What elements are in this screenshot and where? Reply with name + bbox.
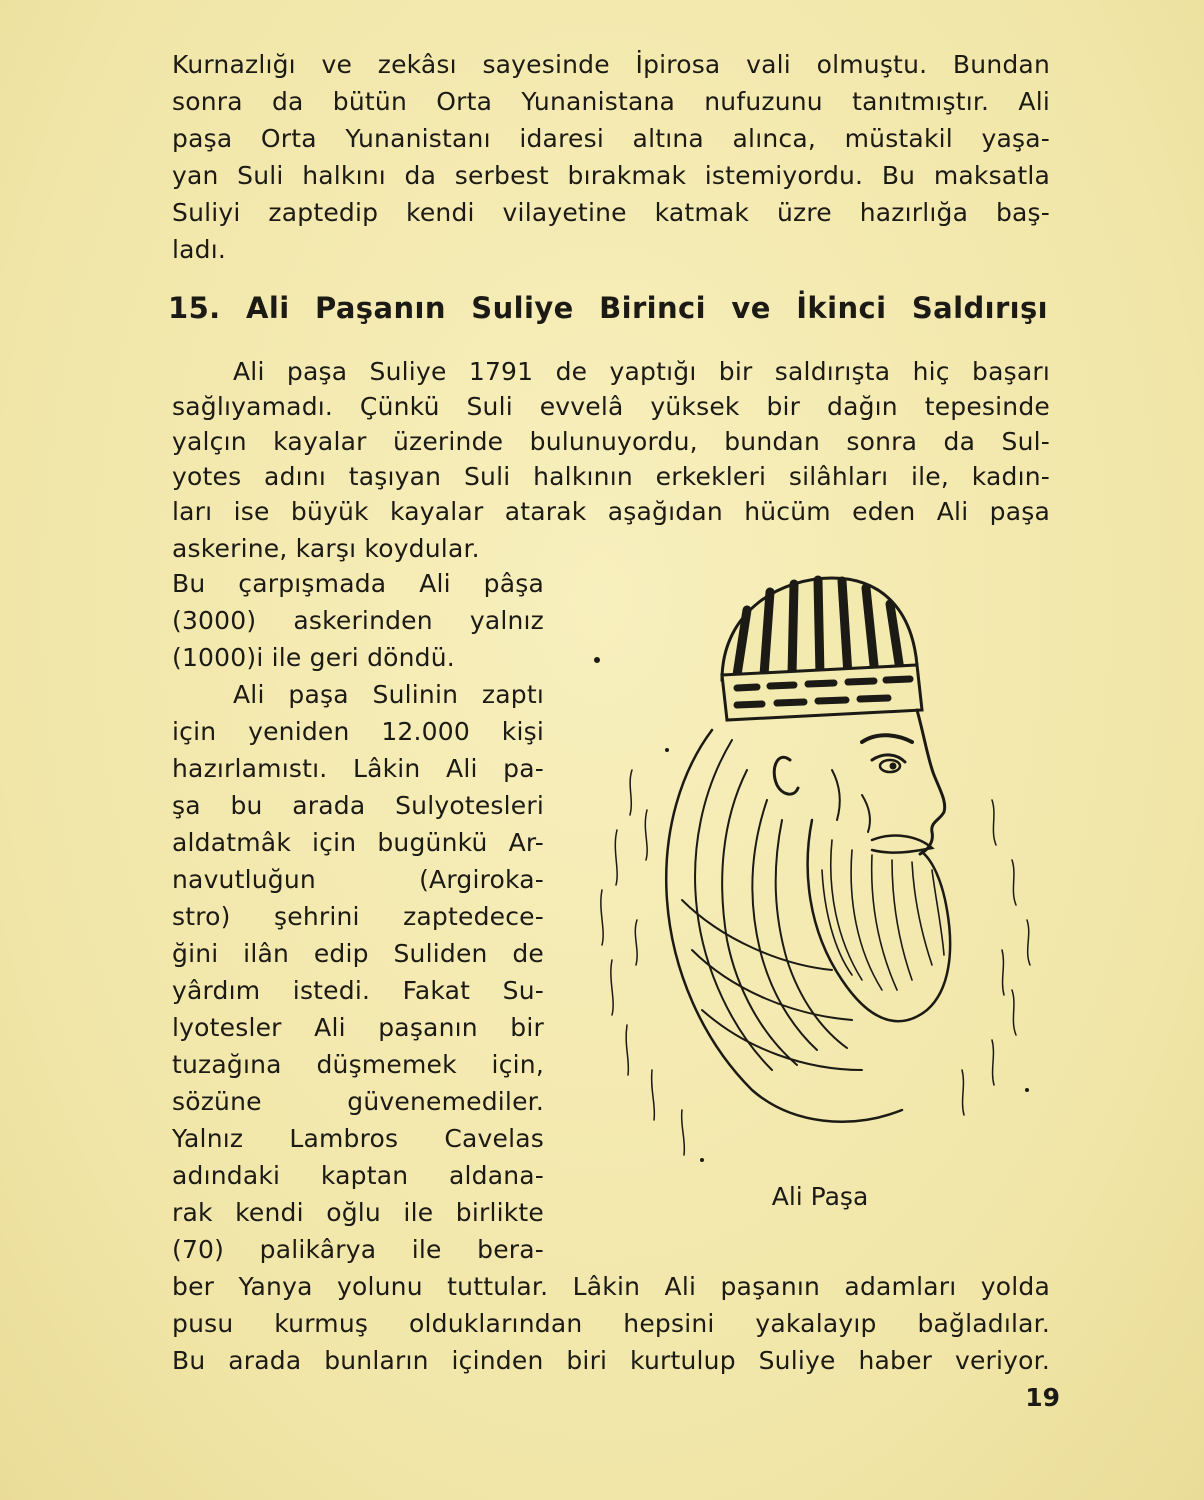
paragraph-line: sağlıyamadı. Çünkü Suli evvelâ yüksek bir dağın tepesinde: [172, 392, 1050, 421]
intro-line: Kurnazlığı ve zekâsı sayesinde İpirosa vali olmuştu. Bundan: [172, 50, 1050, 79]
paragraph-line: rak kendi oğlu ile birlikte: [172, 1198, 544, 1227]
figure-caption: Ali Paşa: [771, 1182, 869, 1211]
paragraph-line: Yalnız Lambros Cavelas: [172, 1124, 544, 1153]
page-number: 19: [1025, 1383, 1060, 1412]
intro-line: Suliyi zaptedip kendi vilayetine katmak üzre hazırlığa baş-: [172, 198, 1050, 227]
paragraph-line: için yeniden 12.000 kişi: [172, 717, 544, 746]
paragraph-line: yârdım istedi. Fakat Su-: [172, 976, 544, 1005]
paragraph-line: şa bu arada Sulyotesleri: [172, 791, 544, 820]
paragraph-line: tuzağına düşmemek için,: [172, 1050, 544, 1079]
intro-line: paşa Orta Yunanistanı idaresi altına alınca, müstakil yaşa-: [172, 124, 1050, 153]
paragraph-line: ları ise büyük kayalar atarak aşağıdan hücüm eden Ali paşa: [172, 497, 1050, 526]
paragraph-line: Ali paşa Sulinin zaptı: [233, 680, 544, 709]
paragraph-line: aldatmâk için bugünkü Ar-: [172, 828, 544, 857]
paragraph-line: ğini ilân edip Suliden de: [172, 939, 544, 968]
paragraph-line: ber Yanya yolunu tuttular. Lâkin Ali paşanın adamları yolda: [172, 1272, 1050, 1301]
intro-line: sonra da bütün Orta Yunanistana nufuzunu tanıtmıştır. Ali: [172, 87, 1050, 116]
portrait-illustration: [572, 570, 1052, 1170]
intro-line: yan Suli halkını da serbest bırakmak istemiyordu. Bu maksatla: [172, 161, 1050, 190]
paragraph-line: (70) palikârya ile bera-: [172, 1235, 544, 1264]
paragraph-line: pusu kurmuş olduklarından hepsini yakalayıp bağladılar.: [172, 1309, 1050, 1338]
paragraph-line: adındaki kaptan aldana-: [172, 1161, 544, 1190]
paragraph-line: stro) şehrini zaptedece-: [172, 902, 544, 931]
paragraph-line: yotes adını taşıyan Suli halkının erkekleri silâhları ile, kadın-: [172, 462, 1050, 491]
paragraph-line: askerine, karşı koydular.: [172, 534, 480, 563]
paragraph-line: (1000)i ile geri döndü.: [172, 643, 455, 672]
paragraph-line: yalçın kayalar üzerinde bulunuyordu, bundan sonra da Sul-: [172, 427, 1050, 456]
paragraph-line: navutluğun (Argiroka-: [172, 865, 544, 894]
paragraph-line: (3000) askerinden yalnız: [172, 606, 544, 635]
paragraph-line: Ali paşa Suliye 1791 de yaptığı bir saldırışta hiç başarı: [233, 357, 1050, 386]
paragraph-line: hazırlamıstı. Lâkin Ali pa-: [172, 754, 544, 783]
intro-line: ladı.: [172, 235, 227, 264]
paragraph-line: sözüne güvenemediler.: [172, 1087, 544, 1116]
paragraph-line: lyotesler Ali paşanın bir: [172, 1013, 544, 1042]
paragraph-line: Bu çarpışmada Ali pâşa: [172, 569, 544, 598]
section-heading: 15. Ali Paşanın Suliye Birinci ve İkinci Saldırışı: [168, 291, 1048, 325]
paragraph-line: Bu arada bunların içinden biri kurtulup Suliye haber veriyor.: [172, 1346, 1050, 1375]
